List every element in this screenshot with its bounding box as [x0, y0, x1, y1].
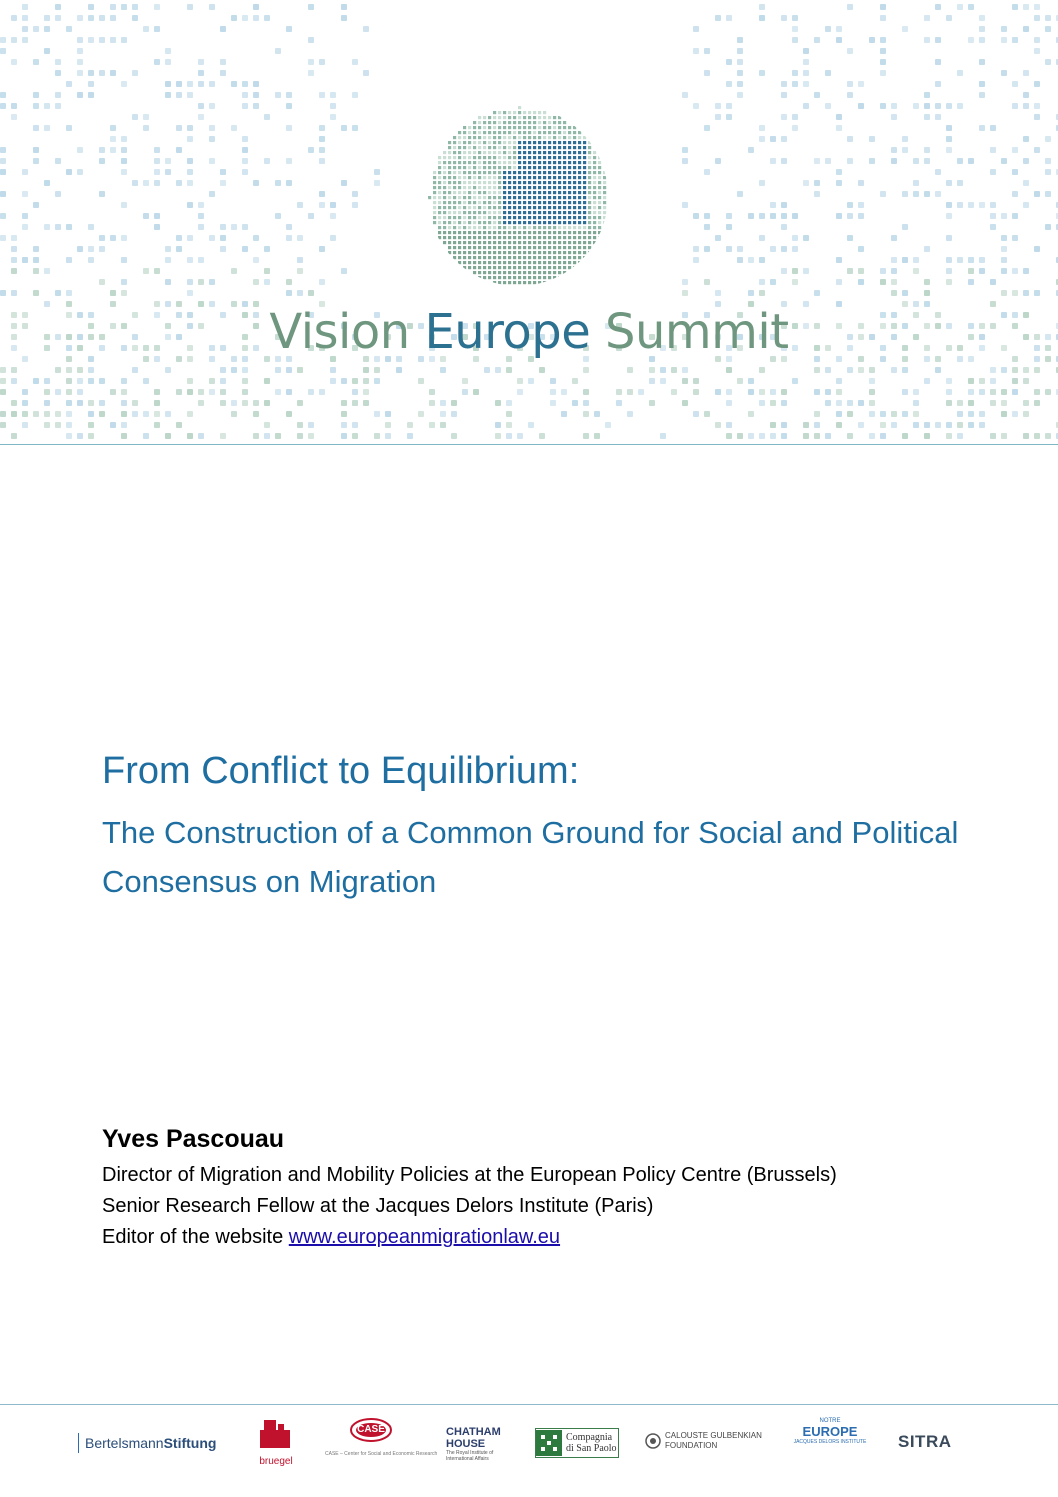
logo-bruegel: [258, 1418, 298, 1467]
logo-bertelsmann-stiftung: [78, 1432, 216, 1454]
notre-europe-caption: JACQUES DELORS INSTITUTE: [793, 1439, 867, 1445]
logo-sitra: SITRA: [898, 1432, 952, 1451]
logo-compagnia-di-san-paolo: [535, 1428, 619, 1458]
notre-europe-text-1: NOTRE: [819, 1418, 841, 1424]
bruegel-text: bruegel: [259, 1456, 293, 1467]
globe-logo: [0, 0, 1058, 446]
bertelsmann-text-2: Stiftung: [163, 1435, 217, 1451]
gulbenkian-text-1: CALOUSTE GULBENKIAN: [665, 1431, 762, 1440]
author-name: Yves Pascouau: [102, 1125, 285, 1153]
chatham-caption-1: The Royal Institute of: [446, 1450, 494, 1456]
compagnia-text-2: di San Paolo: [566, 1443, 617, 1454]
summit-title: [0, 302, 1058, 362]
notre-europe-text-2: EUROPE: [802, 1424, 858, 1439]
chatham-caption-2: International Affairs: [446, 1456, 489, 1462]
author-website-line: [102, 1222, 837, 1253]
website-prefix: Editor of the website: [102, 1226, 289, 1248]
author-affiliation-delors: Senior Research Fellow at the Jacques Delors Institute (Paris): [102, 1195, 654, 1217]
author-block: [102, 1122, 837, 1253]
bertelsmann-text-1: Bertelsmann: [85, 1435, 164, 1451]
summit-title-word-europe: Europe: [424, 304, 591, 360]
author-affiliation-epc: Director of Migration and Mobility Policies at the European Policy Centre (Brussels): [102, 1164, 837, 1186]
header-banner: [0, 0, 1058, 446]
bruegel-mark: [258, 1418, 298, 1452]
document-title: From Conflict to Equilibrium:: [102, 750, 580, 792]
gulbenkian-text-2: FOUNDATION: [665, 1441, 718, 1450]
logo-notre-europe: [782, 1418, 878, 1446]
summit-title-word-summit: Summit: [605, 304, 789, 360]
website-link[interactable]: www.europeanmigrationlaw.eu: [288, 1226, 561, 1248]
case-text: CASE: [357, 1424, 385, 1435]
case-caption: CASE – Center for Social and Economic Research: [325, 1451, 438, 1457]
logo-case: [325, 1418, 438, 1462]
summit-title-word-vision: Vision: [269, 304, 410, 360]
header-divider: [0, 444, 1058, 445]
chatham-text-1: CHATHAM: [446, 1426, 501, 1438]
compagnia-mark: [536, 1430, 562, 1456]
document-subtitle: The Construction of a Common Ground for Social and Political Consensus on Migration: [102, 815, 959, 899]
compagnia-text-1: Compagnia: [566, 1432, 613, 1443]
gulbenkian-mark: [644, 1432, 662, 1450]
logo-calouste-gulbenkian: [644, 1431, 762, 1451]
bertelsmann-bar: [78, 1433, 79, 1453]
footer-divider: [0, 1404, 1058, 1405]
logo-chatham-house: [446, 1426, 516, 1462]
chatham-text-2: HOUSE: [446, 1438, 486, 1450]
